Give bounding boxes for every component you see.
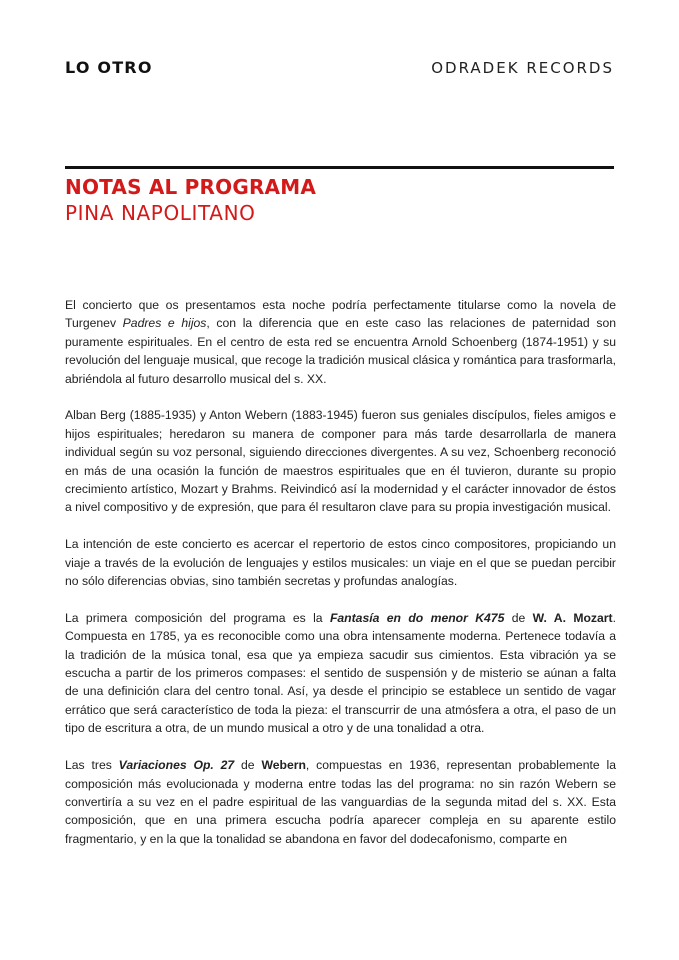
- p5-composer: Webern: [261, 758, 306, 773]
- body-text: [65, 296, 616, 867]
- brand-lo-otro: LO OTRO: [65, 58, 153, 77]
- p4-text-a: La primera composición del programa es la: [65, 610, 330, 625]
- p1-book-title: Padres e hijos: [122, 316, 207, 331]
- paragraph-1: [65, 296, 616, 388]
- page-title: NOTAS AL PROGRAMA: [65, 175, 316, 199]
- p4-work-title: Fantasía en do menor K475: [329, 610, 505, 625]
- paragraph-3: La intención de este concierto es acercar el repertorio de estos cinco compositores, propiciando un viaje a través de la evolución de lenguajes y estilos musicales: un viaje en el que se puedan percibir no sólo diferencias obvias, sino también secretas y profundas analogías.: [65, 537, 616, 589]
- p1-text-a: El concierto que os presentamos esta noche podría perfectamente titularse como la novela de Turgenev: [65, 298, 616, 331]
- p4-text-e: . Compuesta en 1785, ya es reconocible como una obra intensamente moderna. Pertenece todavía a la tradición de la música tonal, esa que ya empieza sacudir sus cimientos. Esta vibración ya se escucha a partir de los primeros compases: el sentido de suspensión y de misterio se aúnan a falta de una definición clara del centro tonal. Así, ya desde el principio se establece un sentido de vagar errático que será característico de toda la pieza: el transcurrir de una atmósfera a otra, el paso de un tipo de escritura a otra, de un mundo musical a otro y de una tonalidad a otra.: [65, 610, 616, 736]
- page-subtitle: PINA NAPOLITANO: [65, 201, 256, 225]
- p5-work-title: Variaciones Op. 27: [118, 758, 235, 773]
- p5-text-a: Las tres: [65, 758, 119, 773]
- p4-composer: W. A. Mozart: [532, 610, 613, 625]
- paragraph-4: [65, 609, 616, 738]
- p5-text-e: , compuestas en 1936, representan probablemente la composición más evolucionada y moderna entre todas las del programa: no sin razón Webern se convertiría a su vez en el padre espiritual de las vanguardias de la segunda mitad del s. XX. Esta composición, que en una primera escucha podría aparecer compleja en su aparente estilo fragmentario, y en la que la tonalidad se abandona en favor del dodecafonismo, comparte en: [65, 758, 616, 846]
- divider-rule: [65, 166, 614, 169]
- p4-text-c: de: [504, 610, 533, 625]
- paragraph-2: Alban Berg (1885-1935) y Anton Webern (1883-1945) fueron sus geniales discípulos, fieles amigos e hijos espirituales; heredaron su manera de componer para más tarde desarrollarla de manera individual según su voz personal, siguiendo direcciones divergentes. A su vez, Schoenberg reconoció en más de una ocasión la función de maestros espirituales que en él tuvieron, durante su propio crecimiento artístico, Mozart y Brahms. Reivindicó así la modernidad y el carácter innovador de éstos a nivel compositivo y de expresión, que para él resultaron clave para su propia investigación musical.: [65, 408, 616, 515]
- p1-text-c: , con la diferencia que en este caso las relaciones de paternidad son puramente espirituales. En el centro de esta red se encuentra Arnold Schoenberg (1874-1951) y su revolución del lenguaje musical, que recoge la tradición musical clásica y romántica para trasformarla, abriéndola al futuro desarrollo musical del s. XX.: [65, 316, 616, 386]
- paragraph-5: [65, 756, 616, 848]
- brand-odradek-records: ODRADEK RECORDS: [431, 59, 614, 77]
- p5-text-c: de: [234, 758, 262, 773]
